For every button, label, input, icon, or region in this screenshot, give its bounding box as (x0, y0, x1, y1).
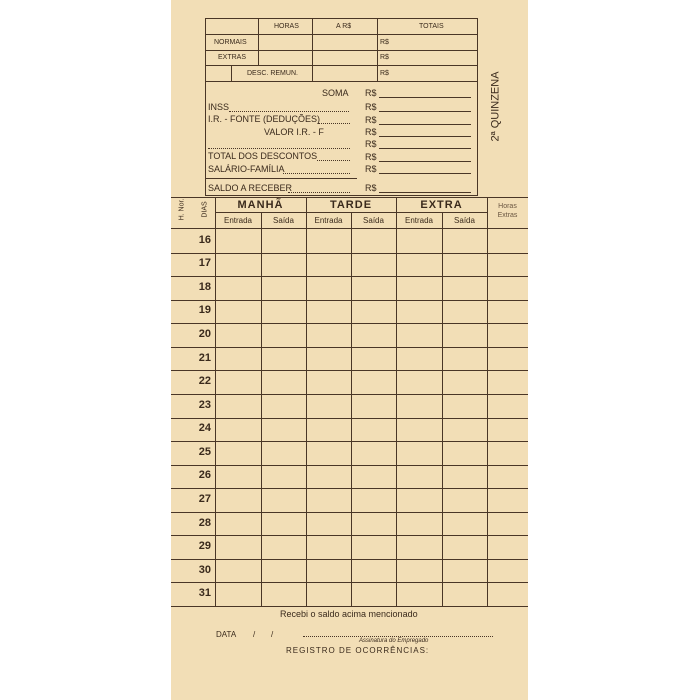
time-cell[interactable] (487, 323, 528, 347)
currency-normais: R$ (380, 39, 389, 46)
time-cell[interactable] (351, 535, 396, 559)
row-divider (171, 465, 528, 466)
manha-entrada: Entrada (223, 216, 253, 225)
time-cell[interactable] (215, 253, 261, 277)
time-cell[interactable] (306, 418, 351, 442)
currency-extras: R$ (380, 54, 389, 61)
time-cell[interactable] (351, 347, 396, 371)
time-cell[interactable] (442, 535, 487, 559)
row-divider (171, 253, 528, 254)
day-number: 28 (198, 516, 211, 529)
day-number: 26 (198, 469, 211, 482)
currency-blank: R$ (365, 139, 377, 149)
day-number: 31 (198, 587, 211, 600)
row-label-extras: EXTRAS (218, 54, 247, 61)
time-cell[interactable] (215, 347, 261, 371)
time-cell[interactable] (351, 559, 396, 583)
day-number: 29 (198, 540, 211, 553)
time-cell[interactable] (396, 441, 442, 465)
day-number: 23 (198, 398, 211, 411)
time-cell[interactable] (351, 488, 396, 512)
time-cell[interactable] (306, 559, 351, 583)
time-cell[interactable] (261, 465, 306, 489)
currency-desc: R$ (380, 70, 389, 77)
time-cell[interactable] (487, 418, 528, 442)
time-cell[interactable] (215, 394, 261, 418)
time-cell[interactable] (442, 582, 487, 606)
tarde-saida: Saída (363, 216, 384, 225)
time-cell[interactable] (306, 582, 351, 606)
time-cell[interactable] (351, 323, 396, 347)
time-cell[interactable] (215, 276, 261, 300)
time-cell[interactable] (487, 441, 528, 465)
time-cell[interactable] (487, 229, 528, 253)
currency-soma: R$ (365, 88, 377, 98)
time-cell[interactable] (442, 347, 487, 371)
currency-salario-familia: R$ (365, 164, 377, 174)
time-cell[interactable] (261, 441, 306, 465)
dias-label: DIAS (201, 201, 209, 218)
day-number: 24 (198, 422, 211, 435)
time-cell[interactable] (396, 418, 442, 442)
time-cell[interactable] (396, 253, 442, 277)
currency-total-descontos: R$ (365, 152, 377, 162)
time-cell[interactable] (487, 488, 528, 512)
time-cell[interactable] (306, 465, 351, 489)
day-number: 21 (198, 351, 211, 364)
row-label-desc-remun: DESC. REMUN. (247, 70, 298, 77)
inss-label: INSS (208, 102, 230, 112)
row-divider (171, 488, 528, 489)
time-cell[interactable] (396, 488, 442, 512)
time-cell[interactable] (215, 370, 261, 394)
time-cell[interactable] (261, 253, 306, 277)
row-divider (171, 582, 528, 583)
time-cell[interactable] (261, 512, 306, 536)
time-cell[interactable] (396, 394, 442, 418)
day-number: 19 (198, 304, 211, 317)
time-cell[interactable] (215, 300, 261, 324)
time-cell[interactable] (261, 559, 306, 583)
day-number: 22 (198, 375, 211, 388)
day-number: 25 (198, 445, 211, 458)
time-cell[interactable] (396, 300, 442, 324)
time-cell[interactable] (261, 323, 306, 347)
time-cell[interactable] (487, 276, 528, 300)
time-cell[interactable] (306, 512, 351, 536)
time-cell[interactable] (215, 512, 261, 536)
time-cell[interactable] (396, 465, 442, 489)
salario-familia-label: SALÁRIO-FAMÍLIA (208, 164, 285, 174)
row-divider (171, 512, 528, 513)
row-divider (171, 370, 528, 371)
time-cell[interactable] (442, 394, 487, 418)
col-header-a-rs: A R$ (336, 23, 352, 30)
time-cell[interactable] (487, 512, 528, 536)
currency-saldo: R$ (365, 183, 377, 193)
ocorrencias-label: REGISTRO DE OCORRÊNCIAS: (286, 646, 430, 655)
day-number: 20 (198, 328, 211, 341)
data-label: DATA (216, 630, 237, 639)
time-cell[interactable] (396, 370, 442, 394)
time-cell[interactable] (261, 300, 306, 324)
soma-label: SOMA (322, 88, 349, 98)
row-divider (171, 418, 528, 419)
row-divider (171, 300, 528, 301)
time-cell[interactable] (306, 253, 351, 277)
time-cell[interactable] (442, 465, 487, 489)
currency-ir-fonte: R$ (365, 115, 377, 125)
time-cell[interactable] (351, 370, 396, 394)
time-cell[interactable] (215, 418, 261, 442)
time-cell[interactable] (351, 582, 396, 606)
time-cell[interactable] (396, 535, 442, 559)
day-number: 30 (198, 563, 211, 576)
col-header-totais: TOTAIS (419, 23, 444, 30)
time-cell[interactable] (487, 300, 528, 324)
time-cell[interactable] (396, 559, 442, 583)
time-cell[interactable] (396, 276, 442, 300)
extra-entrada: Entrada (404, 216, 434, 225)
row-divider (171, 394, 528, 395)
receipt-text: Recebi o saldo acima mencionado (280, 609, 418, 619)
time-cell[interactable] (442, 229, 487, 253)
period-extra: EXTRA (420, 199, 463, 211)
signature-caption: Assinatura do Empregado (359, 638, 429, 644)
time-cell[interactable] (306, 347, 351, 371)
time-cell[interactable] (487, 582, 528, 606)
time-cell[interactable] (487, 253, 528, 277)
day-number: 27 (198, 492, 211, 505)
time-cell[interactable] (215, 229, 261, 253)
time-cell[interactable] (215, 323, 261, 347)
time-cell[interactable] (351, 253, 396, 277)
row-label-normais: NORMAIS (214, 39, 247, 46)
row-divider (171, 276, 528, 277)
time-cell[interactable] (442, 441, 487, 465)
period-manha: MANHÃ (237, 199, 284, 211)
day-number: 18 (198, 280, 211, 293)
time-cell[interactable] (396, 229, 442, 253)
horas-extras-label-2: Extras (497, 212, 518, 219)
time-cell[interactable] (351, 418, 396, 442)
time-cell[interactable] (487, 465, 528, 489)
time-cell[interactable] (487, 394, 528, 418)
time-cell[interactable] (306, 535, 351, 559)
time-cell[interactable] (306, 229, 351, 253)
time-cell[interactable] (396, 323, 442, 347)
manha-saida: Saída (273, 216, 294, 225)
time-cell[interactable] (396, 512, 442, 536)
row-divider (171, 535, 528, 536)
time-cell[interactable] (396, 582, 442, 606)
date-slash-1: / (253, 630, 256, 639)
day-number: 17 (198, 257, 211, 270)
total-descontos-label: TOTAL DOS DESCONTOS (208, 151, 318, 161)
time-cell[interactable] (261, 229, 306, 253)
time-cell[interactable] (351, 394, 396, 418)
time-cell[interactable] (351, 512, 396, 536)
time-cell[interactable] (487, 347, 528, 371)
time-cell[interactable] (351, 229, 396, 253)
time-cell[interactable] (261, 582, 306, 606)
time-cell[interactable] (261, 418, 306, 442)
saldo-receber-label: SALDO A RECEBER (208, 183, 293, 193)
horas-extras-label-1: Horas (498, 203, 517, 210)
time-cell[interactable] (442, 418, 487, 442)
day-number: 16 (198, 233, 211, 246)
time-cell[interactable] (442, 300, 487, 324)
time-cell[interactable] (215, 535, 261, 559)
signature-line[interactable] (303, 636, 493, 637)
time-cell[interactable] (306, 394, 351, 418)
row-divider (171, 441, 528, 442)
time-cell[interactable] (351, 300, 396, 324)
extra-saida: Saída (454, 216, 475, 225)
time-cell[interactable] (215, 559, 261, 583)
time-cell[interactable] (215, 465, 261, 489)
time-cell[interactable] (306, 441, 351, 465)
valor-ir-label: VALOR I.R. - F (264, 127, 324, 137)
time-cell[interactable] (215, 488, 261, 512)
row-divider (171, 347, 528, 348)
time-cell[interactable] (261, 370, 306, 394)
h-nor-label: H. Nor. (178, 198, 186, 221)
time-card (171, 0, 528, 700)
time-cell[interactable] (442, 370, 487, 394)
time-cell[interactable] (306, 488, 351, 512)
time-cell[interactable] (442, 488, 487, 512)
currency-valor-ir: R$ (365, 127, 377, 137)
date-slash-2: / (271, 630, 274, 639)
time-cell[interactable] (215, 582, 261, 606)
row-divider (171, 323, 528, 324)
col-header-horas: HORAS (274, 23, 299, 30)
time-cell[interactable] (442, 323, 487, 347)
time-cell[interactable] (215, 441, 261, 465)
period-tarde: TARDE (329, 199, 373, 211)
time-cell[interactable] (442, 276, 487, 300)
time-cell[interactable] (306, 300, 351, 324)
time-cell[interactable] (487, 370, 528, 394)
time-cell[interactable] (306, 370, 351, 394)
time-cell[interactable] (261, 488, 306, 512)
time-cell[interactable] (261, 535, 306, 559)
time-cell[interactable] (442, 512, 487, 536)
time-cell[interactable] (261, 276, 306, 300)
time-cell[interactable] (351, 441, 396, 465)
tarde-entrada: Entrada (314, 216, 343, 225)
time-cell[interactable] (351, 465, 396, 489)
time-cell[interactable] (261, 347, 306, 371)
currency-inss: R$ (365, 102, 377, 112)
row-divider (171, 559, 528, 560)
time-cell[interactable] (487, 559, 528, 583)
time-cell[interactable] (351, 276, 396, 300)
time-cell[interactable] (487, 535, 528, 559)
time-cell[interactable] (442, 559, 487, 583)
time-cell[interactable] (306, 276, 351, 300)
quinzena-label: 2ª QUINZENA (489, 71, 502, 142)
time-cell[interactable] (442, 253, 487, 277)
ir-fonte-label: I.R. - FONTE (DEDUÇÕES) (208, 114, 320, 124)
time-cell[interactable] (396, 347, 442, 371)
time-cell[interactable] (306, 323, 351, 347)
time-cell[interactable] (261, 394, 306, 418)
